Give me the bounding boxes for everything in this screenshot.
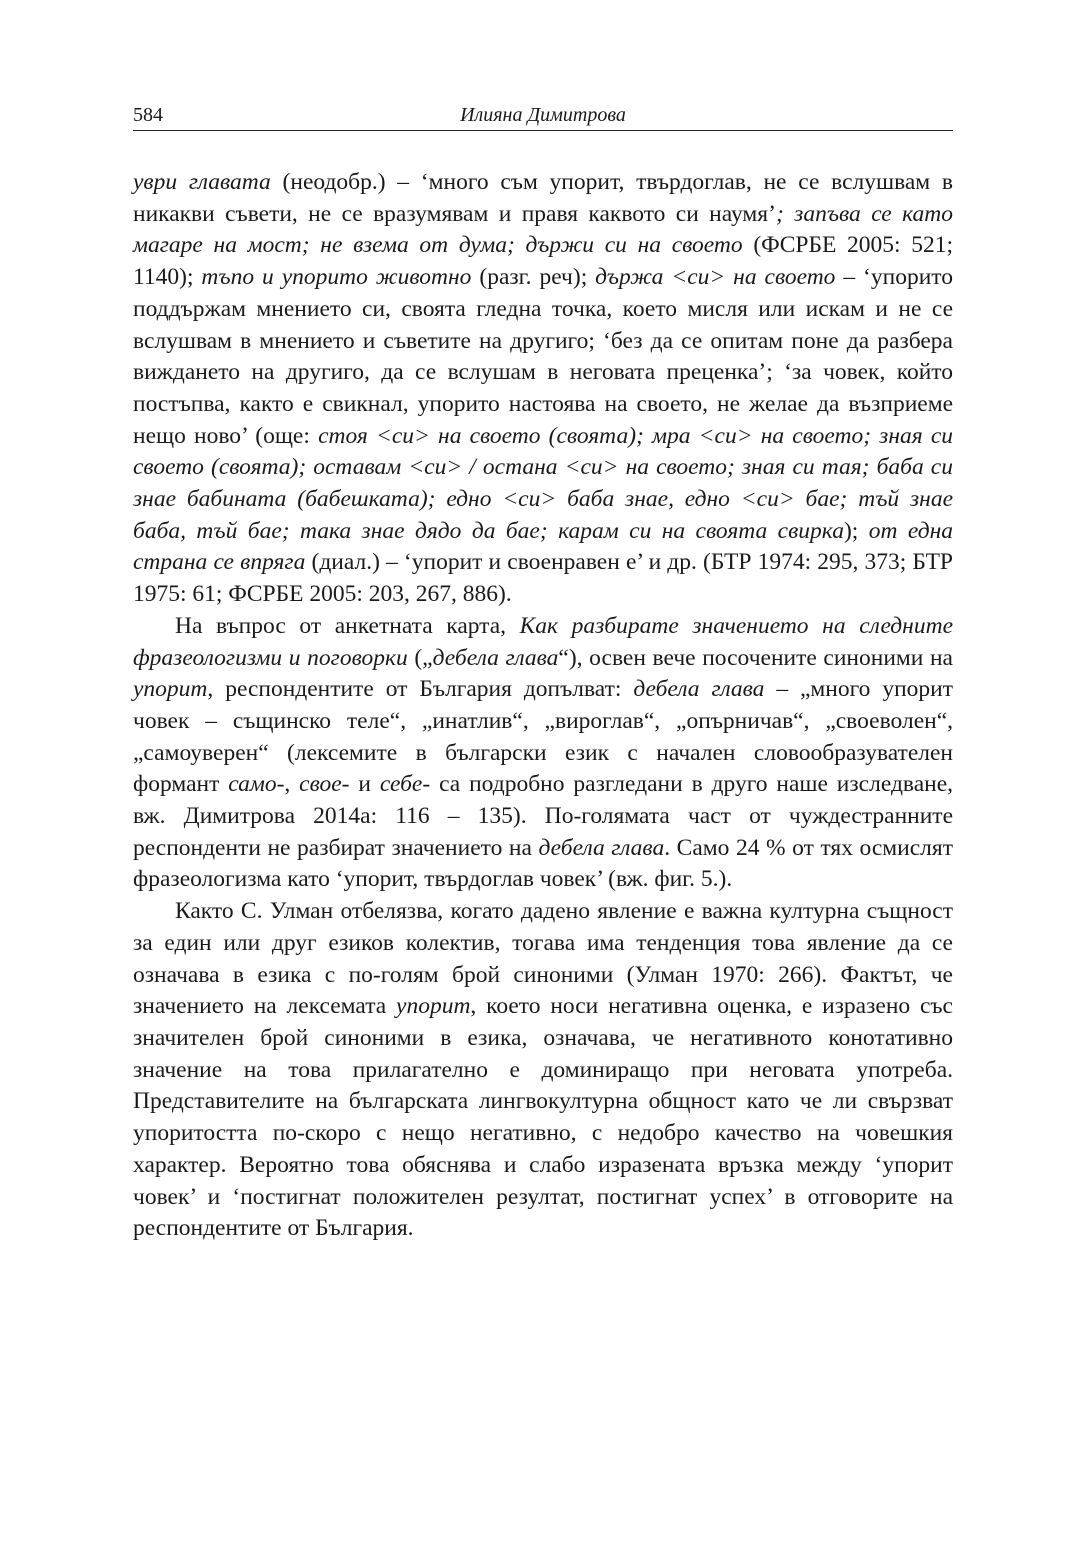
italic-text: упорит	[133, 676, 208, 703]
paragraph-2	[133, 611, 953, 896]
italic-text: себе-	[379, 771, 431, 798]
text-run: („	[407, 644, 433, 671]
italic-text: само-	[228, 771, 285, 798]
italic-text: упорит	[396, 993, 471, 1020]
text-run: (неодобр.) – ‘много съм упорит, твърдоглав, не се вслушвам в никакви съвети, не се вразумявам и правя каквото си наумя’	[133, 169, 953, 227]
italic-text: тъпо и упорито животно	[201, 264, 472, 291]
text-run: Както С. Улман отбелязва, когато дадено явление е важна културна същност за един или друг езиков колектив, тогава има тенденция това явление да се означава в езика с по-голям брой синоними (Улман 1970: 266). Фактът, че значението на лексемата	[133, 898, 953, 1020]
text-run: (диал.) – ‘упорит и своенравен е’ и др. (БТР 1974: 295, 373; БТР 1975: 61; ФСРБЕ 2005: 203, 267, 886).	[133, 549, 953, 608]
text-run: – ‘упорито поддържам мнението си, своята гледна точка, което мисля или искам и не се вслушвам в мнението и съветите на другиго; ‘без да се опитам поне да разбера виждането на другиго, да се вслушам в неговата преценка’; ‘за човек, който постъпва, както е свикнал, упорито настоява на своето, не желае да възприеме нещо ново’ (още:	[133, 264, 953, 449]
main-text	[133, 167, 953, 1245]
text-run: и	[349, 771, 380, 798]
paragraph-3	[133, 896, 953, 1245]
italic-text: свое-	[299, 771, 350, 798]
text-run: На въпрос от анкетната карта,	[175, 612, 520, 639]
text-run: “), освен вече посочените синоними на	[558, 644, 953, 671]
text-run: , което носи негативна оценка, е изразено със значителен брой синоними в езика, означава, че негативното конотативно значение на това прилагателно е доминиращо при неговата употреба. Представителите на българската лингвокултурна общност като че ли свързват упоритостта по-скоро с нещо негативно, с недобро качество на човешкия характер. Вероятно това обяснява и слабо изразената връзка между ‘упорит човек’ и ‘постигнат положителен резултат, постигнат успех’ в отговорите на респондентите от България.	[133, 993, 953, 1242]
running-header	[133, 100, 953, 131]
italic-text: дебела глава	[633, 676, 765, 703]
italic-text: държа <си> на своето	[595, 264, 836, 291]
text-run: са подробно разгледани в друго наше изследване, вж. Димитрова 2014а: 116 – 135). По-голямата част от чуждестранните респонденти не разбират значението на	[133, 771, 954, 861]
italic-text: стоя <си> на своето (своята); мра <си> на своето; зная си своето (своята); оставам <си> / остана <си> на своето; зная си тая; баба си знае бабината (бабешката); едно <си> баба знае, едно <си> бае; тъй знае баба, тъй бае; така знае дядо да бае; карам си на своята свирка	[133, 422, 954, 544]
italic-text: дебела глава	[538, 834, 665, 861]
italic-text: уври главата	[133, 169, 271, 195]
italic-text: ; запъва се като магаре на мост; не взема от дума; държи си на своето	[133, 200, 953, 259]
text-run: – „много упорит човек – същинско теле“, „инатлив“, „вироглав“, „опърничав“, „своеволен“, „самоуверен“ (лексемите в български език с начален словообразувателен формант	[133, 676, 953, 798]
text-run: , респондентите от България допълват:	[207, 676, 634, 703]
text-run: );	[843, 517, 869, 544]
text-run: ,	[284, 771, 300, 798]
paragraph-1	[133, 167, 953, 611]
page-number: 584	[133, 104, 163, 126]
italic-text: Как разбирате значението на следните фразеологизми и поговорки	[133, 612, 953, 671]
italic-text: от една страна се впряга	[133, 517, 953, 576]
text-run: (ФСРБЕ 2005: 521; 1140);	[133, 232, 953, 291]
running-title: Илияна Димитрова	[460, 104, 626, 126]
italic-text: дебела глава	[432, 644, 559, 671]
text-run: (разг. реч);	[471, 264, 596, 291]
text-run: . Само 24 % от тях осмислят фразеологизма като ‘упорит, твърдоглав човек’ (вж. фиг. 5.).	[133, 834, 953, 893]
